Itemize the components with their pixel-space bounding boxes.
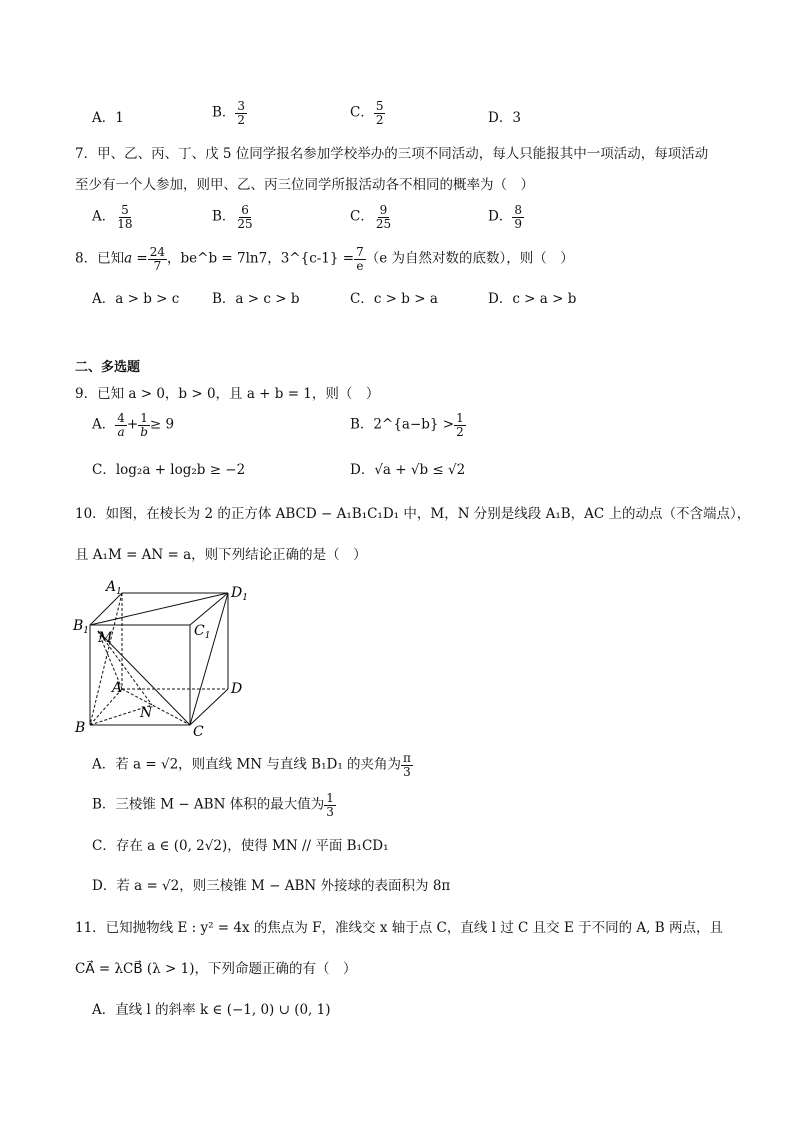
q9-a-plus: + <box>126 416 139 433</box>
q7-b-num: 6 <box>241 203 249 217</box>
q7-d-num: 8 <box>514 203 522 217</box>
q10-option-a <box>92 752 413 778</box>
q7-b-den: 25 <box>237 216 253 231</box>
q9-b-num: 1 <box>456 411 464 425</box>
edge-b1d1 <box>90 593 228 625</box>
q8-stem <box>75 246 574 272</box>
q6-option-c <box>350 100 385 126</box>
q7-c-fraction <box>374 204 393 230</box>
q7-option-a <box>92 204 135 230</box>
q6-option-a <box>92 110 124 126</box>
label-m: M <box>98 630 113 646</box>
q10-b-num: 1 <box>326 791 334 805</box>
q10-stem-line2: 且 A₁M = AN = a，则下列结论正确的是（ ） <box>75 547 367 563</box>
q7-c-den: 25 <box>375 216 392 231</box>
q8-b-eq: ，be^b = 7ln7，3^{c-1} = <box>167 250 355 267</box>
q8-c-num: 7 <box>356 245 364 259</box>
label-d1: $D_1$ <box>231 585 248 603</box>
q10-option-c: C．存在 a ∈ (0, 2√2)，使得 MN // 平面 B₁CD₁ <box>92 838 389 854</box>
q9-a-n1: 4 <box>117 411 125 425</box>
edge-b1a1 <box>90 593 122 625</box>
edge-ac <box>122 689 190 725</box>
q9-a-frac2 <box>138 412 150 438</box>
edge-cd1 <box>190 593 228 725</box>
q8-a-num: 24 <box>149 245 166 259</box>
q8-c-den: e <box>356 258 364 273</box>
q10-stem-line1: 10．如图，在棱长为 2 的正方体 ABCD − A₁B₁C₁D₁ 中，M，N 分别是线段 A₁B，AC 上的动点（不含端点）， <box>75 506 751 522</box>
q11-stem-line1: 11．已知抛物线 E : y² = 4x 的焦点为 F，准线交 x 轴于点 C，直线 l 过 C 且交 E 于不同的 A, B 两点，且 <box>75 920 723 936</box>
q7-a-fraction <box>115 204 134 230</box>
label-a: A <box>112 680 123 696</box>
q8-option-b: B．a > c > b <box>212 291 300 307</box>
q6-c-label: C． <box>350 104 374 121</box>
label-d: D <box>231 681 243 697</box>
q10-option-b <box>92 792 336 818</box>
q7-c-num: 9 <box>379 203 388 217</box>
q9-option-a <box>92 412 174 438</box>
q6-c-num: 5 <box>375 99 384 113</box>
cube-figure <box>70 575 250 740</box>
q7-option-c <box>350 204 393 230</box>
q8-a-fraction <box>148 246 167 272</box>
q7-a-num: 5 <box>121 203 129 217</box>
label-a1: $A_1$ <box>106 579 122 597</box>
q7-option-d <box>488 204 524 230</box>
q6-b-label: B． <box>212 104 236 121</box>
q7-stem-line2: 至少有一个人参加，则甲、乙、丙三位同学所报活动各不相同的概率为（ ） <box>75 177 534 193</box>
q7-d-fraction <box>512 204 524 230</box>
q8-suffix: （e 为自然对数的底数），则（ ） <box>365 250 574 267</box>
q9-option-c: C．log₂a + log₂b ≥ −2 <box>92 462 246 478</box>
q10-a-num: π <box>403 751 411 765</box>
q8-option-a: A．a > b > c <box>92 291 180 307</box>
q6-d-value: 3 <box>512 110 521 126</box>
q6-a-value: 1 <box>115 110 124 126</box>
q10-b-den: 3 <box>326 804 334 819</box>
q6-d-label: D． <box>488 110 513 126</box>
q7-b-fraction <box>235 204 254 230</box>
q9-a-d2: b <box>140 424 148 439</box>
q9-a-label: A． <box>92 416 116 433</box>
q10-b-fraction <box>324 792 336 818</box>
q6-b-num: 3 <box>237 99 246 113</box>
edge-a1b <box>90 593 122 725</box>
q9-a-frac1 <box>115 412 127 438</box>
q9-stem: 9．已知 a > 0，b > 0，且 a + b = 1，则（ ） <box>75 386 380 402</box>
q9-b-label: B． <box>350 416 374 433</box>
label-c1: $C_1$ <box>194 623 211 641</box>
q10-b-text: B．三棱锥 M − ABN 体积的最大值为 <box>92 796 325 813</box>
label-b: B <box>75 720 86 736</box>
q9-option-b <box>350 412 466 438</box>
q10-option-d: D．若 a = √2，则三棱锥 M − ABN 外接球的表面积为 8π <box>92 878 451 894</box>
q8-a-den: 7 <box>153 258 162 273</box>
label-b1: $B_1$ <box>73 618 90 636</box>
q7-a-label: A． <box>92 208 116 225</box>
q7-option-b <box>212 204 255 230</box>
q6-c-den: 2 <box>375 112 384 127</box>
q7-stem-line1: 7．甲、乙、丙、丁、戊 5 位同学报名参加学校举办的三项不同活动，每人只能报其中一项活动，每项活动 <box>75 146 709 162</box>
q11-stem-line2: CA⃗ = λCB⃗ (λ > 1)，下列命题正确的有（ ） <box>75 961 357 977</box>
q8-option-d: D．c > a > b <box>488 291 577 307</box>
q9-b-exp: 2^{a−b} > <box>373 416 455 433</box>
q6-b-fraction <box>235 100 247 126</box>
q6-b-den: 2 <box>237 112 246 127</box>
q7-a-den: 18 <box>117 216 133 231</box>
q7-c-label: C． <box>350 208 374 225</box>
q9-a-d1: a <box>117 424 125 439</box>
q10-a-fraction <box>401 752 413 778</box>
section-heading: 二、多选题 <box>75 360 141 375</box>
q7-b-label: B． <box>212 208 236 225</box>
q9-a-n2: 1 <box>140 411 148 425</box>
q9-b-den: 2 <box>456 424 464 439</box>
q7-d-den: 9 <box>514 216 522 231</box>
q10-a-den: 3 <box>403 764 411 779</box>
q6-c-fraction <box>374 100 386 126</box>
q8-option-c: C．c > b > a <box>350 291 438 307</box>
q8-a-eq: a = <box>124 250 148 267</box>
q11-option-a: A．直线 l 的斜率 k ∈ (−1, 0) ∪ (0, 1) <box>92 1002 331 1018</box>
q9-b-fraction <box>454 412 466 438</box>
q10-a-text: A．若 a = √2，则直线 MN 与直线 B₁D₁ 的夹角为 <box>92 756 402 773</box>
q8-c-fraction <box>354 246 366 272</box>
q6-option-b <box>212 100 247 126</box>
label-n: N <box>140 705 153 721</box>
q9-option-d: D．√a + √b ≤ √2 <box>350 462 466 478</box>
q6-option-d <box>488 110 521 126</box>
q8-prefix: 8．已知 <box>75 250 125 267</box>
label-c: C <box>193 724 204 740</box>
q6-a-label: A． <box>92 110 116 126</box>
q9-a-tail: ≥ 9 <box>149 416 175 433</box>
q7-d-label: D． <box>488 208 513 225</box>
